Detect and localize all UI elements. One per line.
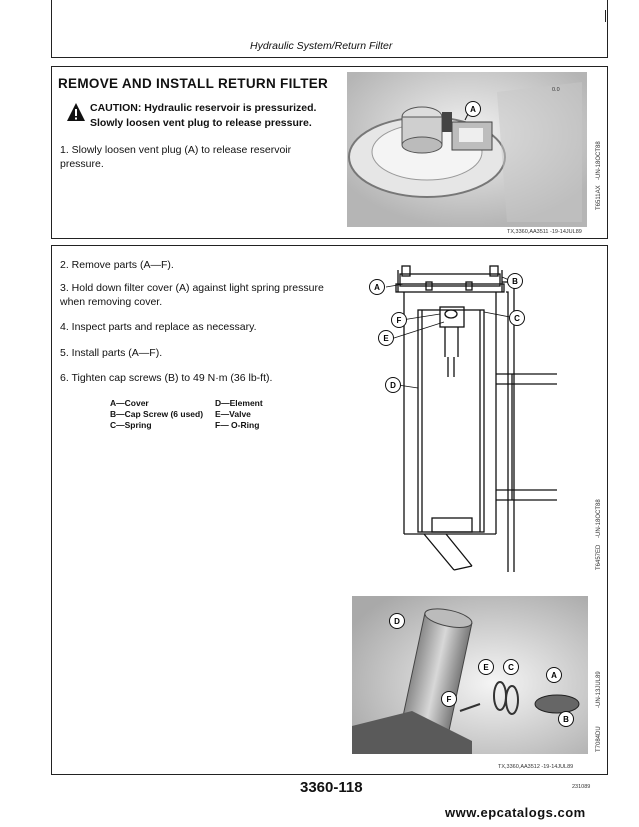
step1-line2: pressure. <box>60 158 104 170</box>
reservoir-photo-image <box>347 72 587 227</box>
photo1-ref: TX,3360,AA3511 -19-14JUL89 <box>507 229 582 235</box>
svg-text:E: E <box>483 663 489 672</box>
photo1-corner-mark: 0.0 <box>552 87 560 93</box>
photo2-callout-e <box>477 658 495 676</box>
callout-c <box>508 309 526 327</box>
svg-text:F: F <box>396 316 402 325</box>
date-code: 231089 <box>572 784 591 790</box>
svg-text:C: C <box>514 314 520 323</box>
photo2-callout-d <box>388 612 406 630</box>
photo2-side-code: T7084DU <box>596 726 602 752</box>
photo2-ref: TX,3360,AA3512 -19-14JUL89 <box>498 764 574 770</box>
legend-item: E—Valve <box>215 409 251 419</box>
callout-e <box>377 329 395 347</box>
callout-a-photo1 <box>464 100 482 118</box>
svg-text:C: C <box>508 663 514 672</box>
photo2-callout-a <box>545 666 563 684</box>
legend-item: D—Element <box>215 398 263 408</box>
left-margin-rule-top <box>51 0 52 58</box>
step1-text <box>60 143 330 171</box>
svg-text:F: F <box>446 695 452 704</box>
photo1-side-code2: -UN-18OCT88 <box>596 141 602 180</box>
photo2-callout-f <box>440 690 458 708</box>
section-title: REMOVE AND INSTALL RETURN FILTER <box>58 76 329 91</box>
step1-line1: 1. Slowly loosen vent plug (A) to release reservoir <box>60 144 292 156</box>
section1-bottom-rule <box>51 238 608 239</box>
step4-text: 4. Inspect parts and replace as necessary. <box>60 321 257 333</box>
caution-line2: Slowly loosen vent plug to release pressure. <box>90 117 312 129</box>
photo2-callout-b <box>557 710 575 728</box>
svg-text:A: A <box>551 671 557 680</box>
svg-text:B: B <box>563 715 569 724</box>
step3-line2: when removing cover. <box>60 296 163 308</box>
diagram-side-code: T6457ED <box>596 544 602 570</box>
diagram-side-code2: -UN-18OCT88 <box>596 499 602 538</box>
step6-text: 6. Tighten cap screws (B) to 49 N·m (36 lb-ft). <box>60 372 273 384</box>
header-title: Hydraulic System/Return Filter <box>250 40 393 52</box>
photo1-side-code: T6511AX <box>596 185 602 210</box>
section2-right-rule <box>607 245 608 775</box>
caution-text <box>90 101 340 131</box>
callout-f <box>390 311 408 329</box>
step3-text <box>60 281 360 309</box>
legend-item: F— O-Ring <box>215 420 260 430</box>
svg-text:B: B <box>512 277 518 286</box>
caution-icon <box>66 102 86 122</box>
section2-top-rule <box>51 245 608 246</box>
photo2-callout-c <box>502 658 520 676</box>
section2-left-rule <box>51 245 52 775</box>
step5-text: 5. Install parts (A—F). <box>60 347 163 359</box>
legend-item: B—Cap Screw (6 used) <box>110 409 204 419</box>
svg-text:E: E <box>383 334 389 343</box>
svg-text:D: D <box>394 617 400 626</box>
section1-left-rule <box>51 66 52 239</box>
right-margin-rule-top <box>607 0 608 58</box>
header-rule <box>51 57 608 58</box>
parts-legend-left <box>110 398 203 431</box>
section2-bottom-rule <box>51 774 608 775</box>
step3-line1: 3. Hold down filter cover (A) against light spring pressure <box>60 282 324 294</box>
parts-legend-right <box>215 398 263 431</box>
watermark: www.epcatalogs.com <box>445 805 586 820</box>
legend-item: A—Cover <box>110 398 149 408</box>
svg-text:A: A <box>470 105 476 114</box>
step2-text: 2. Remove parts (A—F). <box>60 259 174 271</box>
callout-d <box>384 376 402 394</box>
page-number: 3360-118 <box>300 779 363 796</box>
return-filter-diagram <box>362 262 562 574</box>
callout-a <box>368 278 386 296</box>
svg-text:A: A <box>374 283 380 292</box>
right-margin-tick <box>605 10 606 22</box>
caution-line1: CAUTION: Hydraulic reservoir is pressurized. <box>90 102 317 114</box>
reservoir-photo <box>347 72 587 227</box>
photo2-side-code2: -UN-13JUL89 <box>596 671 602 708</box>
section1-top-rule <box>51 66 608 67</box>
svg-text:D: D <box>390 381 396 390</box>
filter-parts-photo <box>352 596 588 754</box>
legend-item: C—Spring <box>110 420 152 430</box>
section1-right-rule <box>607 66 608 239</box>
callout-b <box>506 272 524 290</box>
